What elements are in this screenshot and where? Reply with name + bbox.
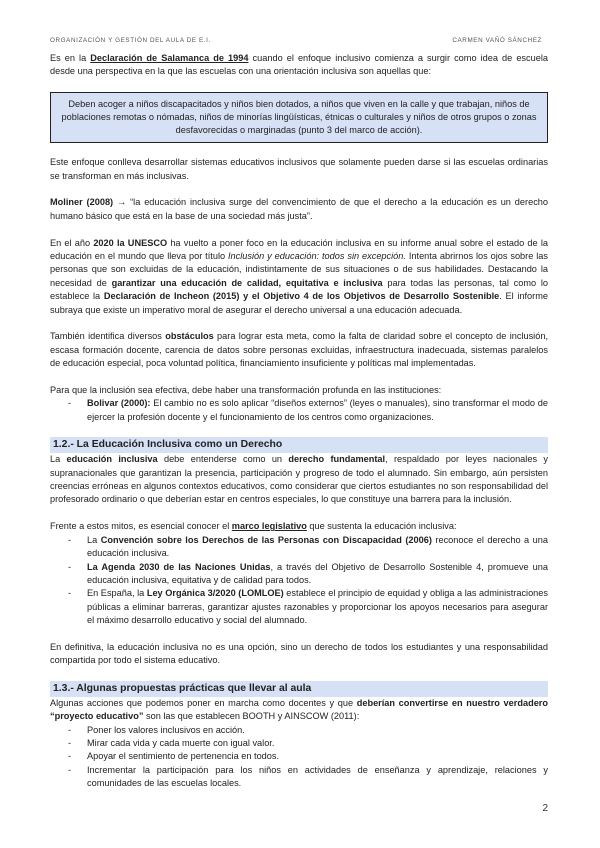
text-run: son las que establecen BOOTH y AINSCOW (2011): [143, 711, 360, 722]
text-run: ha vuelto a poner foco en la educación inclusiva en su informe anual sobre el estado de la educación en el mundo que lleva por título [50, 237, 548, 262]
text-run: . El informe subraya que existe un imperativo moral de asegurar el derecho universal a una educación adecuada. [50, 291, 548, 315]
page-body [50, 52, 548, 791]
text-run: Apoyar el sentimiento de pertenencia en todos. [87, 751, 280, 762]
text-run: para todas las personas, tal como lo establece la [50, 277, 549, 302]
moliner-paragraph [50, 196, 548, 223]
transformacion-intro: Para que la inclusión sea efectiva, debe haber una transformación profunda en las instituciones: [50, 385, 442, 396]
text-run: cuando el enfoque inclusivo comienza a surgir como idea de escuela desde una perspectiva en la que las escuelas con una orientación inclusiva son aquellas que: [50, 53, 548, 77]
bold-run: obstáculos [165, 331, 214, 342]
text-run: También identifica diversos [50, 331, 166, 342]
marco-legislativo-ref: marco legislativo [231, 521, 307, 532]
header-course-title: ORGANIZACIÓN Y GESTIÓN DEL AULA DE E.I. [50, 37, 211, 44]
bold-run: 2020 la UNESCO [93, 237, 168, 248]
page-number: 2 [542, 803, 548, 814]
dash-bullet: - [68, 764, 72, 775]
list-item [50, 587, 548, 627]
text-run: En el año [50, 237, 94, 248]
dash-bullet: - [68, 398, 72, 409]
dash-bullet: - [68, 751, 72, 762]
text-run: reconoce el derecho a una educación inclusiva. [87, 534, 548, 559]
quote-box: Deben acoger a niños discapacitados y niños bien dotados, a niños que viven en la calle y que trabajan, niños de poblaciones remotas o nómadas, niños de minorías lingüísticas, étnicas o culturales y niños de otros grupos o zonas desfavorecidas o marginadas (punto 3 del marco de acción). [50, 92, 548, 143]
bold-run: garantizar una educación de calidad, equitativa e inclusiva [111, 277, 383, 288]
marco-intro [50, 520, 548, 533]
bold-run: Ley Orgánica 3/2020 (LOMLOE) [146, 588, 284, 599]
list-item [50, 724, 548, 737]
list-item [50, 534, 548, 561]
list-item [50, 561, 548, 588]
section-heading-propuestas: 1.3.- Algunas propuestas prácticas que llevar al aula [50, 681, 548, 697]
derecho-paragraph [50, 453, 548, 507]
text-run: Frente a estos mitos, es esencial conocer el [50, 521, 232, 532]
definitiva-paragraph: En definitiva, la educación inclusiva no es una opción, sino un derecho de todos los estudiantes y una responsabilidad compartida por todo el sistema educativo. [50, 641, 548, 665]
text-run: Algunas acciones que podemos poner en marcha como docentes y que [50, 697, 357, 708]
dash-bullet: - [68, 724, 72, 735]
list-item [50, 750, 548, 763]
text-run: , a través del Objetivo de Desarrollo Sostenible 4, promueve una educación inclusiva, equitativa y de calidad para todos. [87, 561, 548, 585]
text-run: , respaldado por leyes nacionales y supranacionales que garantizan la presencia, participación y progreso de todo el alumnado. Sin embargo, aún persisten creencias erróneas en algunos contextos educativos, como considerar que ciertos estudiantes no son responsabilidad del profesorado ordinario o que deberían estar en centros especiales, lo que constituye una barrera para la inclusión. [50, 454, 548, 505]
arrow-icon: → [113, 197, 131, 208]
propuestas-block [50, 697, 548, 791]
propuestas-list [50, 724, 548, 791]
bold-run: Convención sobre los Derechos de las Personas con Discapacidad (2006) [100, 534, 432, 545]
bold-run: Declaración de Incheon (2015) y el Objetivo 4 de los Objetivos de Desarrollo Sostenible [103, 291, 500, 302]
bold-run: Bolivar (2000): [87, 398, 151, 409]
text-run: En España, la [87, 588, 147, 599]
header-author: CARMEN VAÑÓ SÁNCHEZ [452, 37, 542, 44]
text-run: “la educación inclusiva surge del convencimiento de que el derecho a la educación es un derecho humano básico que está en la base de una sociedad más justa”. [50, 197, 549, 221]
transformacion-block [50, 384, 548, 424]
obstaculos-paragraph [50, 330, 548, 370]
salamanca-declaration-ref: Declaración de Salamanca de 1994 [90, 53, 249, 63]
transformacion-list [50, 397, 548, 424]
text-run: Intenta abrirnos los ojos sobre las personas que son excluidas de la educación, indistintamente de sus situaciones o de sus habilidades. Destacando la necesidad de [50, 251, 548, 288]
text-run: debe entenderse como un [157, 454, 289, 465]
section-heading-derecho: 1.2.- La Educación Inclusiva como un Derecho [50, 437, 548, 453]
intro-paragraph [50, 52, 548, 79]
bold-run: educación inclusiva [66, 454, 158, 465]
text-run: Incrementar la participación para los niños en actividades de enseñanza y aprendizaje, relaciones y comunidades de las escuelas locales. [87, 764, 548, 789]
text-run: Mirar cada vida y cada muerte con igual valor. [87, 737, 275, 748]
list-item [50, 397, 548, 424]
bold-run: derecho fundamental [288, 454, 386, 465]
list-item [50, 737, 548, 750]
dash-bullet: - [68, 588, 72, 599]
text-run: para lograr esta meta, como la falta de claridad sobre el concepto de inclusión, escasa formación docente, carencia de datos sobre personas excluidas, infraestructura inadecuada, sistemas paralelos de educación especial, poca voluntad política, financiamiento insuficiente y políticas mal implementadas. [50, 331, 548, 369]
text-run: El cambio no es solo aplicar “diseños externos” (leyes o manuales), sino transformar el modo de ejercer la profesión docente y el funcionamiento de los centros como organizaciones. [87, 398, 548, 422]
list-item [50, 764, 548, 791]
text-run: La [50, 454, 67, 465]
marco-list [50, 534, 548, 628]
dash-bullet: - [68, 534, 72, 545]
propuestas-intro [50, 697, 548, 724]
unesco-paragraph [50, 237, 548, 317]
dash-bullet: - [68, 561, 72, 572]
bold-run: deberían convertirse en nuestro verdadero “proyecto educativo” [50, 697, 548, 722]
dash-bullet: - [68, 737, 72, 748]
text-run: Poner los valores inclusivos en acción. [87, 724, 245, 735]
text-run: La [87, 534, 101, 545]
bold-run: La Agenda 2030 de las Naciones Unidas [87, 561, 271, 572]
text-run: Es en la [50, 53, 91, 63]
enfoque-paragraph: Este enfoque conlleva desarrollar sistemas educativos inclusivos que solamente pueden darse si las escuelas ordinarias se transforman en más inclusivas. [50, 157, 548, 181]
marco-block [50, 520, 548, 627]
text-run: establece el principio de equidad y obliga a las administraciones públicas a eliminar barreras, garantizar ajustes razonables y proporcionar los apoyos necesarios para asegurar el máximo desarrollo educativo y social del alumnado. [87, 588, 548, 626]
report-title: Inclusión y educación: todos sin excepción. [228, 251, 406, 262]
moliner-citation: Moliner (2008) [50, 197, 114, 208]
text-run: que sustenta la educación inclusiva: [306, 521, 457, 532]
